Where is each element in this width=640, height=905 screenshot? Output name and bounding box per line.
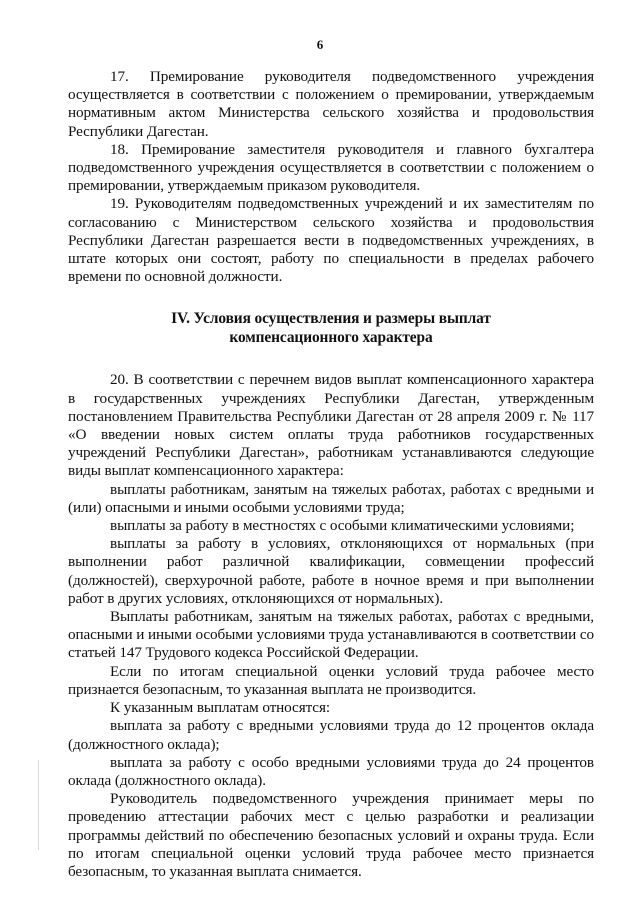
paragraph-20: 20. В соответствии с перечнем видов выплат компенсационного характера в государственных учреждениях Республики Дагестан, утвержденным постановлением Правительства Республики Дагестан от 28 апреля 2009 г. № 117 «О введении новых систем оплаты труда работников государственных учреждений Республики Дагестан», работникам устанавливаются следующие виды выплат компенсационного характера: [68, 371, 594, 480]
section-heading [68, 309, 594, 347]
scan-margin-line [38, 760, 39, 850]
paragraph-item-hazardous: выплаты работникам, занятым на тяжелых работах, работах с вредными и (или) опасными и иными особыми условиями труда; [68, 480, 594, 516]
paragraph-12-percent: выплата за работу с вредными условиями труда до 12 процентов оклада (должностного оклада); [68, 717, 594, 753]
paragraph-includes: К указанным выплатам относятся: [110, 699, 330, 717]
paragraph-item-climate: выплаты за работу в местностях с особыми климатическими условиями; [110, 517, 575, 535]
paragraph-24-percent: выплата за работу с особо вредными условиями труда до 24 процентов оклада (должностного оклада). [68, 753, 594, 789]
section-heading-line-2: компенсационного характера [229, 329, 433, 347]
paragraph-19: 19. Руководителям подведомственных учреждений и их заместителям по согласованию с Министерством сельского хозяйства и продовольствия Республики Дагестан разрешается вести в подведомственных учреждениях, в штате которых они состоят, работу по специальности в пределах рабочего времени по основной должности. [68, 195, 594, 286]
page-number: 6 [316, 37, 324, 52]
paragraph-18: 18. Премирование заместителя руководителя и главного бухгалтера подведомственного учреждения осуществляется в соответствии с положением о премировании, утверждаемым приказом руководителя. [68, 140, 594, 195]
paragraph-article-147: Выплаты работникам, занятым на тяжелых работах, работах с вредными, опасными и иными особыми условиями труда устанавливаются в соответствии со статьей 147 Трудового кодекса Российской Федерации. [68, 608, 594, 662]
document-body [68, 68, 594, 881]
paragraph-safe-no-payment: Если по итогам специальной оценки условий труда рабочее место признается безопасным, то указанная выплата не производится. [68, 662, 594, 698]
paragraph-attestation: Руководитель подведомственного учреждения принимает меры по проведению аттестации рабочих мест с целью разработки и реализации программы действий по обеспечению безопасных условий и охраны труда. Если по итогам специальной оценки условий труда рабочее место признается безопасным, то указанная выплата снимается. [68, 790, 594, 880]
section-heading-line-1: IV. Условия осуществления и размеры выплат [171, 310, 491, 328]
paragraph-item-abnormal: выплаты за работу в условиях, отклоняющихся от нормальных (при выполнении работ различной квалификации, совмещении профессий (должностей), сверхурочной работе, работе в ночное время и при выполнении работ в других условиях, отклоняющихся от нормальных). [68, 535, 594, 607]
paragraph-17: 17. Премирование руководителя подведомственного учреждения осуществляется в соответствии с положением о премировании, утверждаемым нормативным актом Министерства сельского хозяйства и продовольствия Республики Дагестан. [68, 68, 594, 140]
